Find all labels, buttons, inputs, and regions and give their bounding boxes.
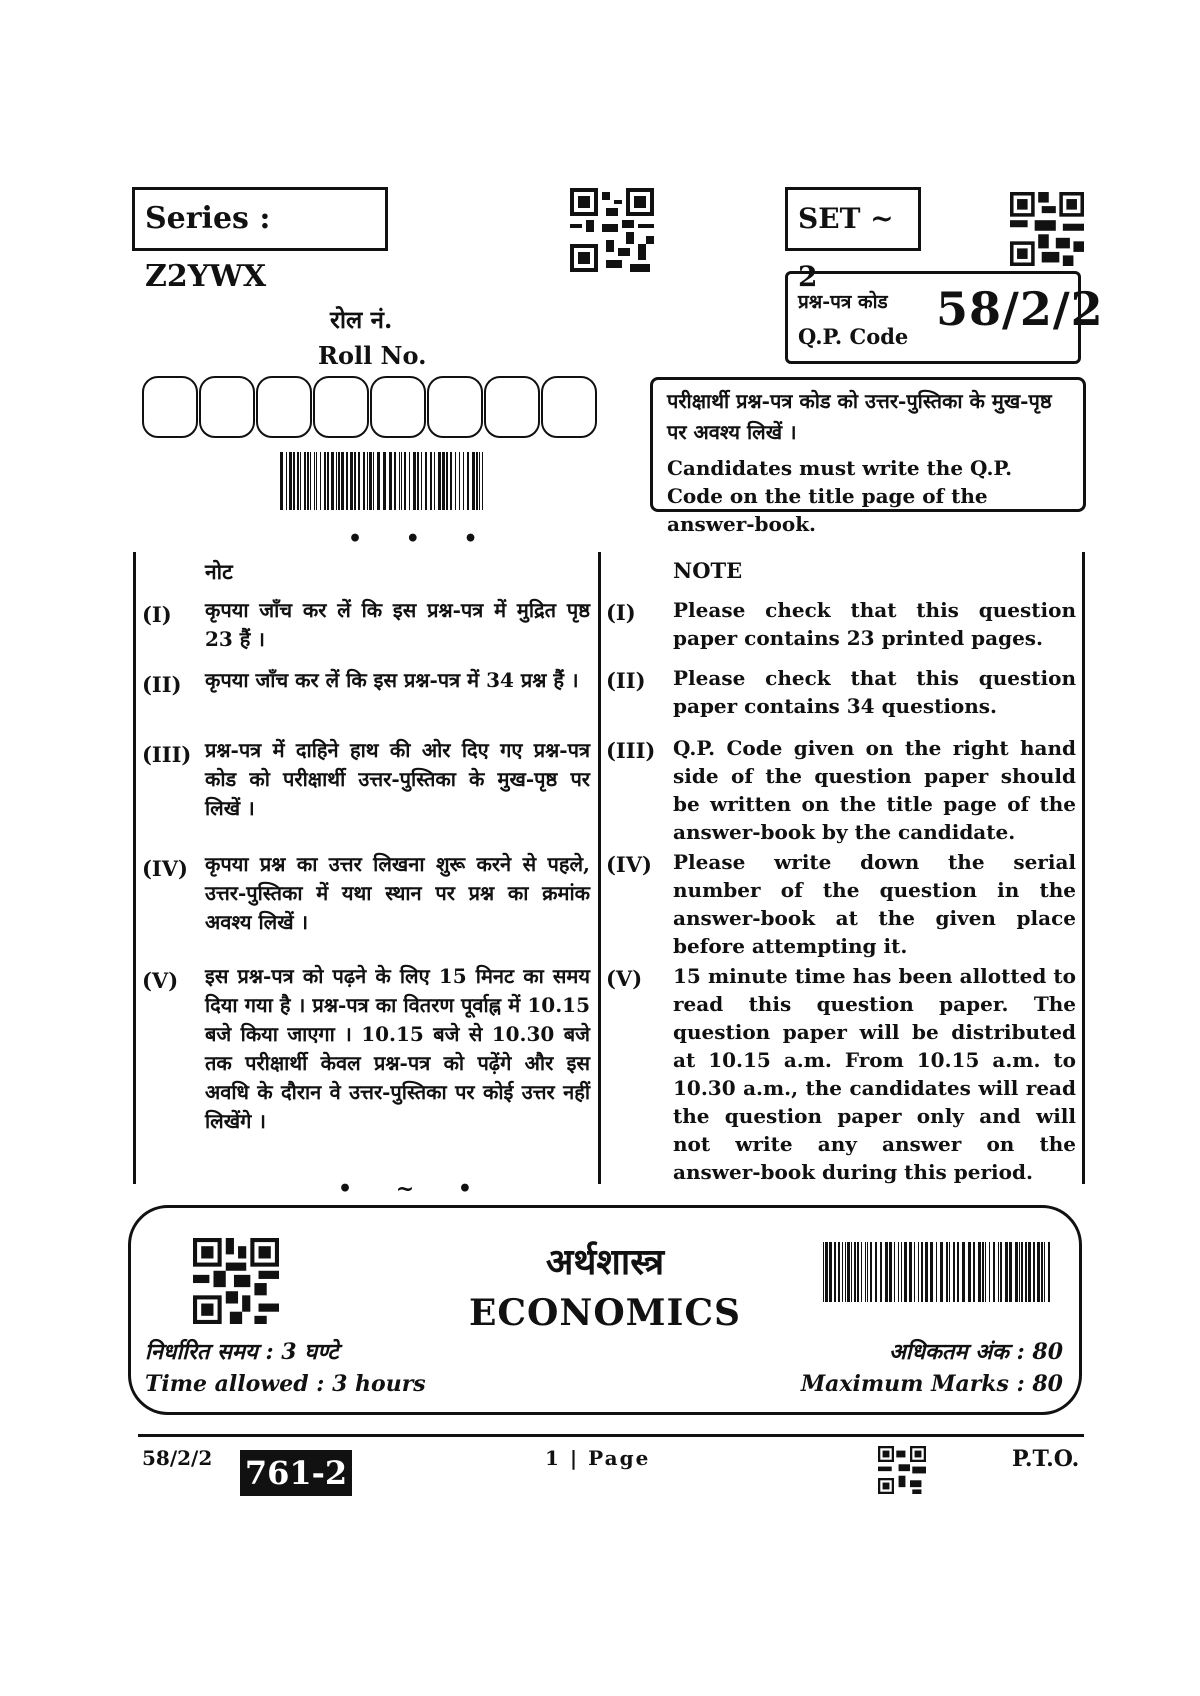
barcode-bar [851, 1242, 852, 1302]
barcode-bar [479, 452, 480, 510]
roll-number-box[interactable] [142, 376, 198, 438]
barcode-bar [413, 452, 416, 510]
footer-qp-code: 58/2/2 [142, 1446, 213, 1470]
barcode-bar [1033, 1242, 1035, 1302]
note-text-2-hi: कृपया जाँच कर लें कि इस प्रश्न-पत्र में 34 प्रश्न हैं । [205, 668, 579, 692]
barcode-bar [1044, 1242, 1045, 1302]
barcode-bar [280, 452, 283, 510]
barcode-bar [459, 452, 460, 510]
roll-number-box[interactable] [256, 376, 312, 438]
barcode-bar [369, 452, 372, 510]
barcode-bar [350, 452, 353, 510]
column-rule-right [1082, 552, 1085, 1184]
barcode-bar [867, 1242, 868, 1302]
barcode-bar [425, 452, 427, 510]
barcode-bar [417, 452, 419, 510]
barcode-bar [338, 452, 340, 510]
barcode-bar [297, 452, 299, 510]
barcode-bar [304, 452, 306, 510]
barcode-bar [472, 452, 475, 510]
roll-number-boxes [142, 376, 598, 440]
barcode-bar [1041, 1242, 1043, 1302]
barcode-bar [978, 1242, 981, 1302]
barcode-bar [373, 452, 374, 510]
note-num-2-en: (II) [606, 668, 646, 693]
barcode-bar [314, 452, 315, 510]
note-heading-en: NOTE [673, 558, 743, 583]
barcode-bar [450, 452, 452, 510]
barcode-bar [463, 452, 464, 510]
barcode-bar [989, 1242, 990, 1302]
barcode-bar [909, 1242, 912, 1302]
barcode-bar [394, 452, 396, 510]
dots-top: • • • [348, 526, 496, 552]
series-label: Series : Z2YWX [132, 187, 388, 251]
candidate-note-hi: परीक्षार्थी प्रश्न-पत्र कोड को उत्तर-पुस्तिका के मुख-पृष्ठ पर अवश्य लिखें । [667, 389, 1052, 444]
barcode-bar [901, 1242, 902, 1302]
barcode-bar [962, 1242, 965, 1302]
dots-bottom: • ~ • [338, 1176, 490, 1202]
barcode-bar [1048, 1242, 1050, 1302]
barcode-bar [1019, 1242, 1020, 1302]
qp-code-label-hi: प्रश्न-पत्र कोड [798, 291, 888, 313]
barcode-bar [861, 1242, 862, 1302]
barcode-bar [953, 1242, 955, 1302]
barcode-bar [946, 1242, 948, 1302]
barcode-bar [845, 1242, 846, 1302]
barcode-bar [358, 452, 360, 510]
barcode-bar [823, 1242, 824, 1302]
barcode-bar [421, 452, 422, 510]
note-text-4-en: Please write down the serial number of the question in the answer-book at the given place before attempting it. [673, 850, 1076, 958]
note-num-3-hi: (III) [142, 742, 192, 767]
barcode-bar [399, 452, 400, 510]
barcode-bar [865, 1242, 866, 1302]
note-text-3-en: Q.P. Code given on the right hand side of the question paper should be written on the title page of the answer-book by the candidate. [673, 736, 1076, 844]
note-num-4-hi: (IV) [142, 856, 188, 881]
barcode-bar [949, 1242, 950, 1302]
barcode-bar [957, 1242, 959, 1302]
barcode-bar [918, 1242, 919, 1302]
time-allowed-hi: निर्धारित समय : 3 घण्टे [145, 1339, 339, 1365]
barcode-bar [973, 1242, 975, 1302]
barcode-bar [442, 452, 445, 510]
barcode-bar [320, 452, 321, 510]
barcode-bar [1028, 1242, 1031, 1302]
barcode-bar [842, 1242, 843, 1302]
note-text-2-en: Please check that this question paper contains 34 questions. [673, 666, 1076, 718]
subject-title-hi: अर्थशास्त्र [545, 1241, 665, 1283]
barcode-bar [377, 452, 380, 510]
barcode-bar [300, 452, 301, 510]
barcode-top [280, 452, 486, 510]
footer-rule [138, 1434, 1084, 1437]
barcode-bar [847, 1242, 850, 1302]
barcode-bar [925, 1242, 928, 1302]
column-rule-left [133, 552, 136, 1184]
barcode-bar [889, 1242, 892, 1302]
barcode-bar [363, 452, 365, 510]
barcode-bar [467, 452, 469, 510]
qr-code-set [1010, 192, 1084, 266]
qp-code-value: 58/2/2 [936, 282, 1104, 336]
barcode-bar [854, 1242, 856, 1302]
roll-label-en: Roll No. [318, 341, 427, 370]
barcode-bar [968, 1242, 971, 1302]
barcode-bar [446, 452, 448, 510]
roll-label-hi: रोल नं. [330, 305, 393, 334]
footer-badge: 761-2 [240, 1450, 352, 1496]
barcode-bar [1025, 1242, 1027, 1302]
barcode-bar [875, 1242, 877, 1302]
barcode-bar [307, 452, 309, 510]
roll-number-box[interactable] [199, 376, 255, 438]
roll-number-box[interactable] [541, 376, 597, 438]
qr-code-footer [878, 1446, 926, 1494]
note-text-4-hi: कृपया प्रश्न का उत्तर लिखना शुरू करने से पहले, उत्तर-पुस्तिका में यथा स्थान पर प्रश्न का क्रमांक अवश्य लिखें । [205, 852, 590, 934]
qp-code-box [785, 271, 1104, 364]
barcode-bar [838, 1242, 840, 1302]
barcode-bar [936, 1242, 937, 1302]
barcode-bar [880, 1242, 882, 1302]
barcode-bar [914, 1242, 915, 1302]
barcode-bar [438, 452, 441, 510]
barcode-bar [401, 452, 402, 510]
barcode-bar [354, 452, 356, 510]
note-num-5-hi: (V) [142, 968, 179, 993]
note-heading-hi: नोट [205, 559, 233, 584]
roll-number-box[interactable] [313, 376, 369, 438]
barcode-bar [904, 1242, 907, 1302]
barcode-bar [921, 1242, 923, 1302]
qr-code-top [570, 188, 654, 272]
note-text-5-en: 15 minute time has been allotted to read this question paper. The question paper will be distributed at 10.15 a.m. From 10.15 a.m. to 10.30 a.m., the candidates will read the question paper only and will not write any answer on the answer-book during this period. [673, 964, 1076, 1184]
time-allowed-en: Time allowed : 3 hours [145, 1371, 426, 1397]
barcode-bar [940, 1242, 943, 1302]
barcode-bar [1000, 1242, 1002, 1302]
barcode-bar [1037, 1242, 1040, 1302]
pto-label: P.T.O. [1012, 1446, 1080, 1472]
barcode-bar [331, 452, 334, 510]
barcode-bar [998, 1242, 999, 1302]
barcode-bar [829, 1242, 832, 1302]
barcode-bar [476, 452, 478, 510]
barcode-bar [482, 452, 483, 510]
subject-box [128, 1205, 1082, 1415]
barcode-bar [1009, 1242, 1012, 1302]
barcode-bar [434, 452, 435, 510]
barcode-bar [389, 452, 392, 510]
barcode-bar [293, 452, 295, 510]
roll-number-box[interactable] [370, 376, 426, 438]
set-label: SET ~ 2 [785, 187, 921, 251]
barcode-bar [982, 1242, 984, 1302]
barcode-bar [409, 452, 410, 510]
barcode-bar [383, 452, 386, 510]
barcode-bar [894, 1242, 895, 1302]
note-text-3-hi: प्रश्न-पत्र में दाहिने हाथ की ओर दिए गए प्रश्न-पत्र कोड को परीक्षार्थी उत्तर-पुस्तिका के मुख-पृष्ठ पर लिखें । [205, 738, 590, 820]
barcode-bar [327, 452, 329, 510]
max-marks-en: Maximum Marks : 80 [800, 1371, 1063, 1397]
max-marks-hi: अधिकतम अंक : 80 [888, 1339, 1063, 1365]
barcode-bar [324, 452, 326, 510]
roll-number-box[interactable] [484, 376, 540, 438]
barcode-bar [367, 452, 368, 510]
barcode-bar [341, 452, 344, 510]
barcode-bar [455, 452, 456, 510]
note-text-5-hi: इस प्रश्न-पत्र को पढ़ने के लिए 15 मिनट का समय दिया गया है । प्रश्न-पत्र का वितरण पूर्वाह्न में 10.15 बजे किया जाएगा । 10.15 बजे से 10.30 बजे तक परीक्षार्थी केवल प्रश्न-पत्र को पढ़ेंगे और इस अवधि के दौरान वे उत्तर-पुस्तिका पर कोई उत्तर नहीं लिखेंगे । [205, 964, 590, 1133]
column-rule-middle [598, 552, 601, 1184]
note-text-1-hi: कृपया जाँच कर लें कि इस प्रश्न-पत्र में मुद्रित पृष्ठ 23 हैं । [205, 598, 590, 651]
subject-title-en: ECONOMICS [468, 1292, 742, 1334]
barcode-bar [1021, 1242, 1023, 1302]
note-num-5-en: (V) [606, 966, 643, 991]
barcode-bar [898, 1242, 899, 1302]
barcode-bar [870, 1242, 872, 1302]
barcode-bar [430, 452, 432, 510]
barcode-bar [404, 452, 406, 510]
barcode-bar [289, 452, 292, 510]
barcode-bar [834, 1242, 836, 1302]
note-text-1-en: Please check that this question paper contains 23 printed pages. [673, 598, 1076, 650]
candidate-note-en: Candidates must write the Q.P. Code on the title page of the answer-book. [667, 456, 1013, 536]
page-number: 1 | Page [545, 1446, 651, 1470]
barcode-bar [310, 452, 311, 510]
qp-code-label-en: Q.P. Code [798, 324, 909, 349]
barcode-bar [930, 1242, 933, 1302]
barcode-bar [885, 1242, 888, 1302]
note-num-1-en: (I) [606, 600, 636, 625]
barcode-bar [857, 1242, 859, 1302]
barcode-bar [1005, 1242, 1008, 1302]
barcode-bar [1015, 1242, 1018, 1302]
note-num-2-hi: (II) [142, 672, 182, 697]
barcode-bar [985, 1242, 986, 1302]
barcode-bar [993, 1242, 995, 1302]
note-num-3-en: (III) [606, 738, 656, 763]
barcode-bar [346, 452, 348, 510]
barcode-bar [286, 452, 287, 510]
roll-number-box[interactable] [427, 376, 483, 438]
barcode-subject [823, 1242, 1051, 1302]
candidate-instruction-box [650, 377, 1086, 536]
note-num-4-en: (IV) [606, 852, 652, 877]
barcode-bar [825, 1242, 828, 1302]
barcode-bar [336, 452, 337, 510]
note-num-1-hi: (I) [142, 602, 172, 627]
barcode-bar [316, 452, 317, 510]
